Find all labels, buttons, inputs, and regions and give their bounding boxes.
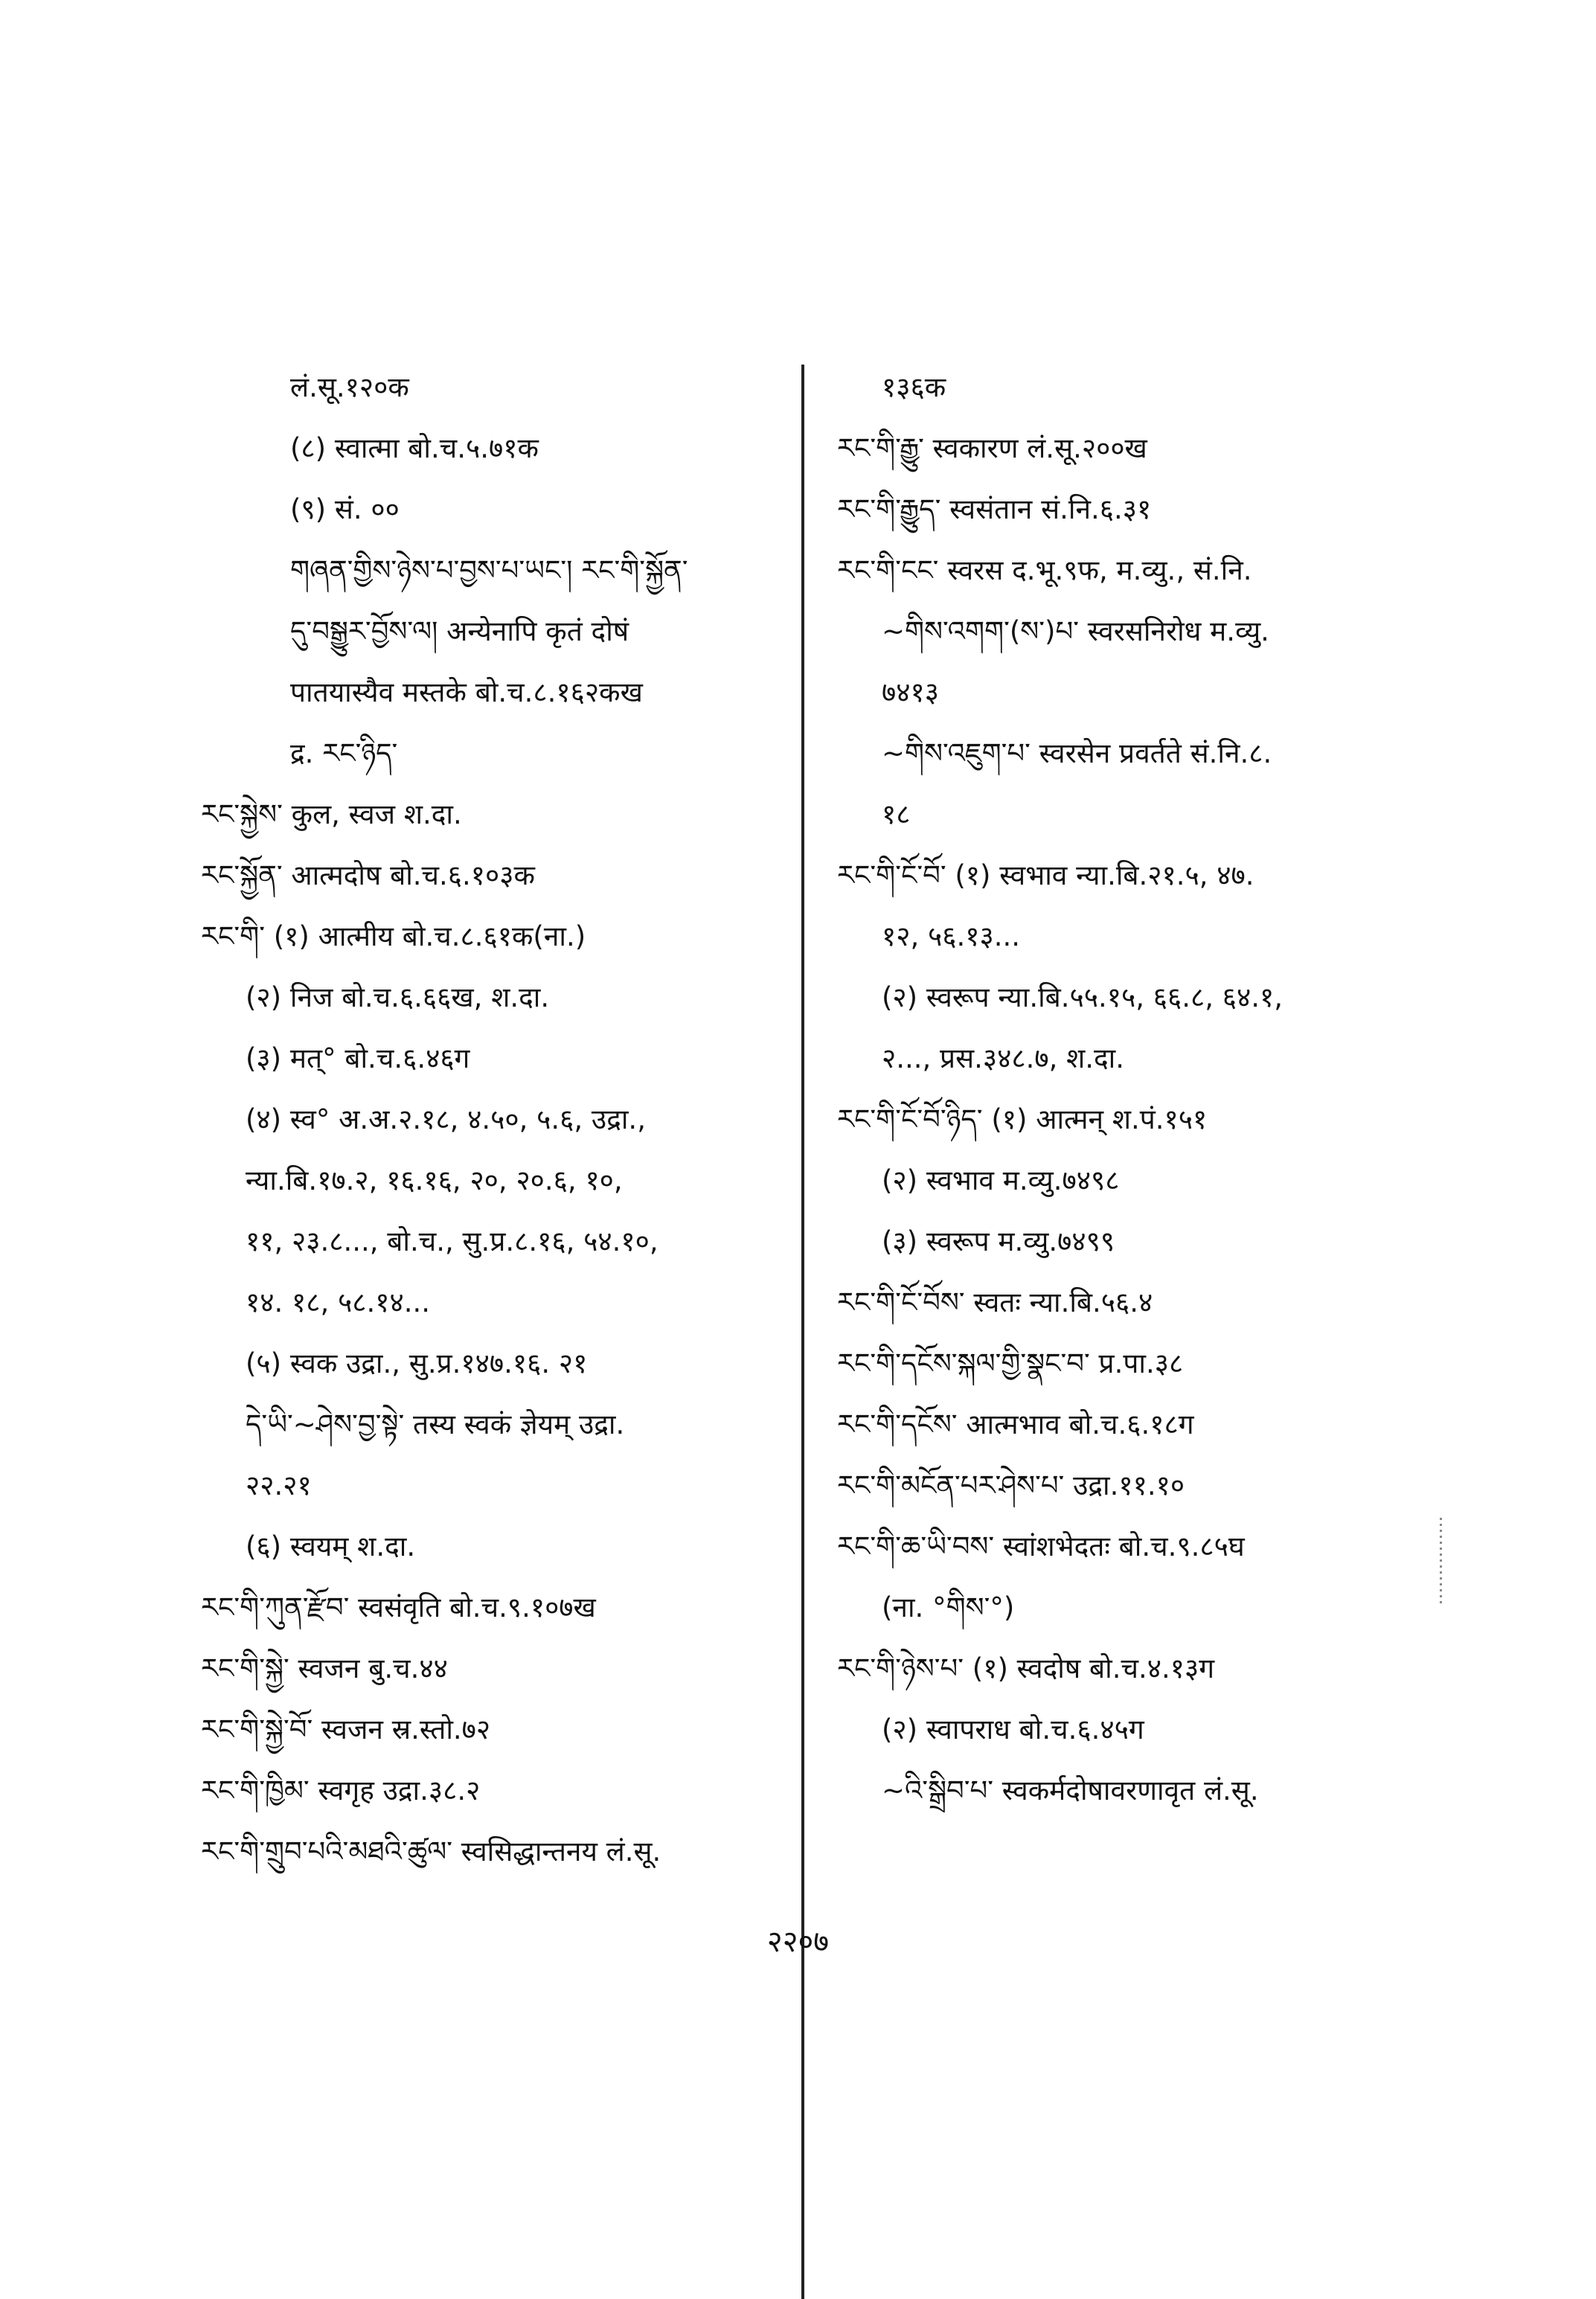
entry-line: རང་གི་སྐྱེ་ स्वजन बु.च.४४ (201, 1652, 448, 1684)
entry-line: རང་སྐྱོན་ आत्मदोष बो.च.६.१०३क (201, 859, 535, 891)
entry-line: རང་གི་ཀུན་རྫོབ་ स्वसंवृति बो.च.९.१०७ख (201, 1591, 596, 1623)
entry-line: द्र. རང་ཉིད་ (290, 737, 398, 769)
entry-line: རང་གི་ཆ་ཡི་བས་ स्वांशभेदतः बो.च.९.८५घ (837, 1530, 1245, 1562)
entry-line: २२.२१ (246, 1469, 312, 1501)
entry-line: (९) सं. ०० (290, 493, 400, 525)
page-number: २२०७ (766, 1925, 830, 1959)
entry-line: དུ་བསྒྱུར་བྱོས་ལ། अन्येनापि कृतं दोषं (290, 615, 629, 647)
entry-line: ११, २३.८..., बो.च., सु.प्र.८.१६, ५४.१०, (246, 1225, 658, 1257)
column-divider (801, 365, 804, 2299)
entry-line: (३) मत्° बो.च.६.४६ग (246, 1042, 470, 1074)
entry-line: (४) स्व° अ.अ.२.१८, ४.५०, ५.६, उद्रा., (246, 1103, 646, 1135)
entry-line: རང་གི་ (१) आत्मीय बो.च.८.६१क(ना.) (201, 920, 586, 952)
entry-line: རང་གི་ཉེས་པ་ (१) स्वदोष बो.च.४.१३ग (837, 1652, 1215, 1684)
entry-line: न्या.बि.१७.२, १६.१६, २०, २०.६, १०, (246, 1164, 623, 1196)
entry-line: རང་གི་ཁྱིམ་ स्वगृह उद्रा.३८.२ (201, 1774, 481, 1806)
entry-line: རང་གི་རྒྱུ་ स्वकारण लं.सू.२००ख (837, 432, 1147, 464)
entry-line: ७४१३ (882, 676, 939, 708)
entry-line: རང་གི་གྲུབ་པའི་མཐའི་ཚུལ་ स्वसिद्धान्तनय लं.सू. (201, 1835, 661, 1867)
entry-line: १८ (882, 798, 911, 830)
entry-line: १३६क (882, 371, 946, 403)
entry-line: རང་གི་དངོས་ आत्मभाव बो.च.६.१८ग (837, 1408, 1194, 1440)
right-column (837, 357, 1432, 1821)
entry-line: (२) स्वभाव म.व्यु.७४९८ (882, 1164, 1120, 1196)
entry-line: རང་གི་ངོ་བོས་ स्वतः न्या.बि.५६.४ (837, 1286, 1153, 1318)
entry-line: (५) स्वक उद्रा., सु.प्र.१४७.१६. २१ (246, 1347, 588, 1379)
entry-line: (३) स्वरूप म.व्यु.७४९९ (882, 1225, 1115, 1257)
entry-line: (ना. °གིས་°) (882, 1591, 1015, 1623)
entry-line: ~གིས་འཇུག་པ་ स्वरसेन प्रवर्तते सं.नि.८. (882, 737, 1272, 769)
entry-line: རང་གི་མངོན་པར་ཤེས་པ་ उद्रा.११.१० (837, 1469, 1185, 1501)
entry-line: ~གིས་འགག་(ས་)པ་ स्वरसनिरोध म.व्यु. (882, 615, 1269, 647)
entry-line: ~འི་སྒྲིབ་པ་ स्वकर्मदोषावरणावृत लं.सू. (882, 1774, 1259, 1806)
entry-line: (२) निज बो.च.६.६६ख, श.दा. (246, 981, 550, 1013)
entry-line: (२) स्वरूप न्या.बि.५५.१५, ६६.८, ६४.१, (882, 981, 1283, 1013)
entry-line: རང་གི་དངོས་སྐལ་གྱི་སྣང་བ་ प्र.पा.३८ (837, 1347, 1184, 1379)
entry-line: (८) स्वात्मा बो.च.५.७१क (290, 432, 539, 464)
entry-line: १४. १८, ५८.१४... (246, 1286, 431, 1318)
entry-line: རང་གི་ངོ་བོ་ཉིད་ (१) आत्मन् श.पं.१५१ (837, 1103, 1208, 1135)
entry-line: རང་གི་ངོ་བོ་ (१) स्वभाव न्या.बि.२१.५, ४७. (837, 859, 1254, 891)
entry-line: २..., प्रस.३४८.७, श.दा. (882, 1042, 1125, 1074)
margin-mark (1440, 1518, 1442, 1607)
entry-line: १२, ५६.१३... (882, 920, 1021, 952)
entry-line: (२) स्वापराध बो.च.६.४५ग (882, 1713, 1144, 1745)
entry-line: གཞན་གྱིས་ཉེས་པ་བྱས་པ་ཡང་། རང་གི་སྐྱོན་ (290, 554, 688, 586)
entry-line: पातयास्यैव मस्तके बो.च.८.१६२कख (290, 676, 643, 708)
entry-line: རང་གི་རྒྱུད་ स्वसंतान सं.नि.६.३१ (837, 493, 1152, 525)
entry-line: རང་སྐྱེས་ कुल, स्वज श.दा. (201, 798, 462, 830)
entry-line: (६) स्वयम् श.दा. (246, 1530, 416, 1562)
entry-line: लं.सू.१२०क (290, 371, 409, 403)
entry-line: དེ་ཡི་~ཤེས་བྱ་སྟེ་ तस्य स्वकं ज्ञेयम् उद्रा. (246, 1408, 625, 1440)
entry-line: རང་གི་སྐྱེ་བོ་ स्वजन स्र.स्तो.७२ (201, 1713, 491, 1745)
entry-line: རང་གི་ངང་ स्वरस द.भू.९फ, म.व्यु., सं.नि. (837, 554, 1252, 586)
left-column (201, 357, 789, 1882)
